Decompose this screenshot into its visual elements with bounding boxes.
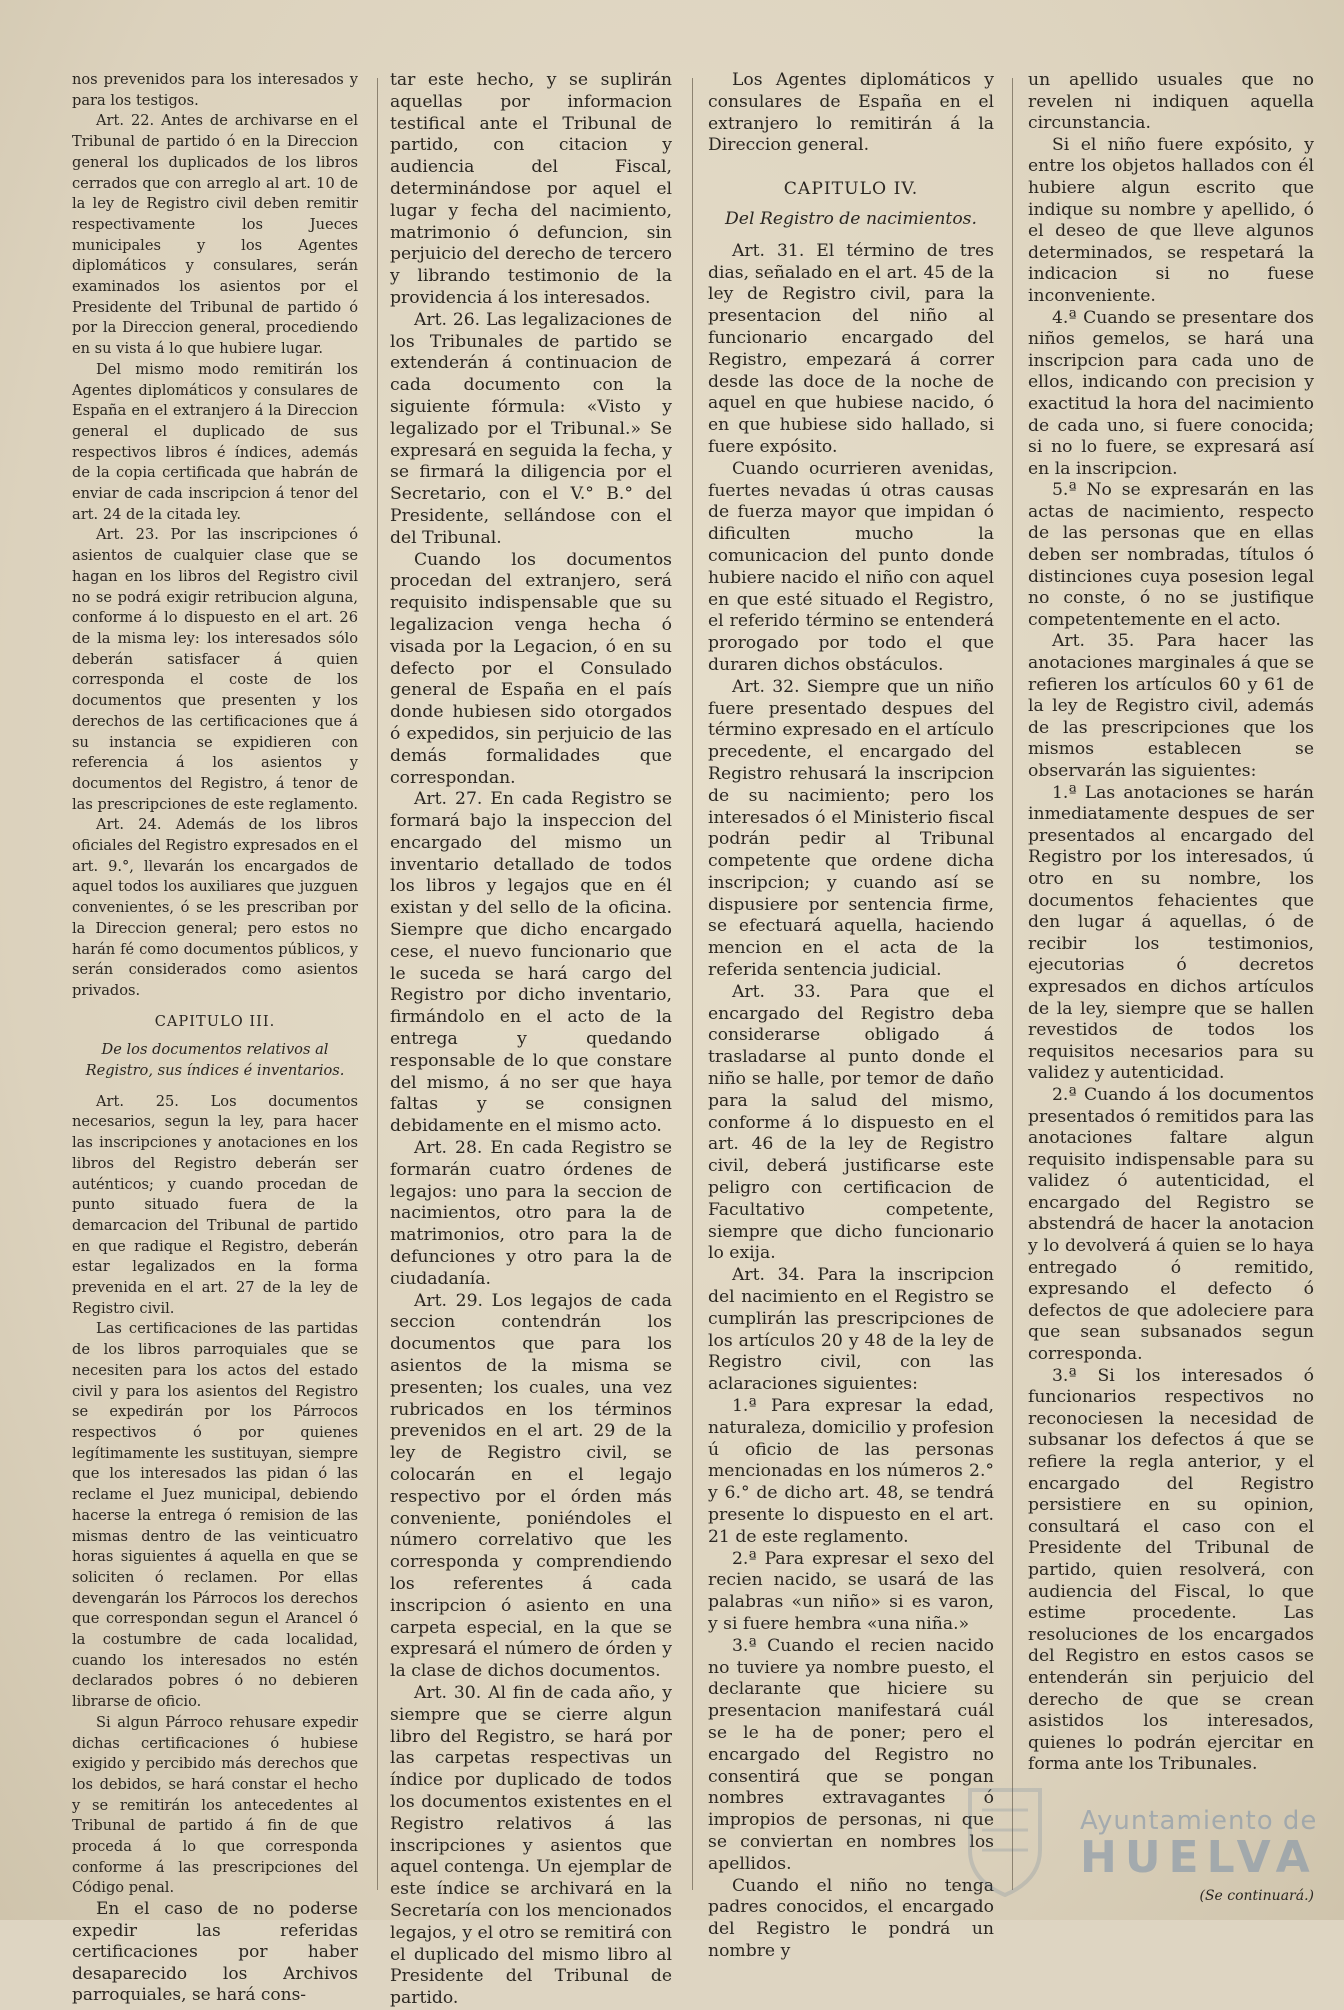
column-divider	[692, 78, 693, 1890]
text-column-1	[72, 70, 359, 2006]
rule-3: 3.ª Cuando el recien nacido no tuviere ya nombre puesto, el declarante que hiciere su presentacion manifestará cuál se le ha de poner; pero el encargado del Registro no consentirá que se pongan nombres extravagantes ó impropios de personas, ni que se conviertan en nombres los apellidos.	[708, 1635, 994, 1874]
chapter-subtitle: Del Registro de nacimientos.	[725, 208, 977, 229]
article-23: Art. 23. Por las inscripciones ó asientos de cualquier clase que se hagan en los libros del Registro civil no se podrá exigir retribucion alguna, conforme á lo dispuesto en el art. 26 de la misma ley: los interesados sólo deberán satisfacer á quien corresponda el coste de los documentos que presenten y los derechos de las certificaciones que á su instancia se expidieren con referencia á los asientos y documentos del Registro, á tenor de las prescripciones de este reglamento.	[72, 526, 359, 813]
rule-2: 2.ª Cuando á los documentos presentados ó remitidos para las anotaciones faltare algun requisito indispensable para su validez ó autenticidad, el encargado del Registro se abstendrá de hacer la anotacion y lo devolverá á quien se lo haya entregado ó remitido, expresando el defecto ó defectos de que adoleciere para que sean subsanados segun corresponda.	[1028, 1084, 1315, 1365]
article-29: Art. 29. Los legajos de cada seccion contendrán los documentos que para los asientos de la misma se presenten; los cuales, una vez rubricados en los términos prevenidos en el art. 29 de la ley de Registro civil, se colocarán en el legajo respectivo por el órden más conveniente, poniéndoles el número correlativo que les corresponda y comprendiendo los referentes á cada inscripcion ó asiento en una carpeta especial, en la que se expresará el número de órden y la clase de dichos documentos.	[390, 1290, 672, 1682]
paragraph: Cuando ocurrieren avenidas, fuertes nevadas ú otras causas de fuerza mayor que impidan ó dificulten mucho la comunicacion del punto donde hubiere nacido el niño con aquel en que esté situado el Registro, el referido término se entenderá prorogado por todo el que duraren dichos obstáculos.	[708, 458, 994, 675]
watermark-line-1: Ayuntamiento de	[1080, 1806, 1318, 1836]
article-26: Art. 26. Las legalizaciones de los Tribunales de partido se extenderán á continuacion de cada documento con la siguiente fórmula: «Visto y legalizado por el Tribunal.» Se expresará en seguida la fecha, y se firmará la diligencia por el Secretario, con el V.° B.° del Presidente, sellándose con el del Tribunal.	[390, 309, 672, 548]
article-35: Art. 35. Para hacer las anotaciones marginales á que se refieren los artículos 60 y 61 de la ley de Registro civil, además de las prescripciones que los mismos establecen se observarán las siguientes:	[1028, 631, 1314, 781]
paragraph: Si el niño fuere expósito, y entre los objetos hallados con él hubiere algun escrito que indique su nombre y apellido, ó el deseo de que lleve algunos determinados, se respetará la indicacion si no fuese inconveniente.	[1028, 134, 1314, 306]
article-33: Art. 33. Para que el encargado del Registro deba considerarse obligado á trasladarse al punto donde el niño se halle, por temor de daño para la salud del mismo, conforme á lo dispuesto en el art. 46 de la ley de Registro civil, deberá justificarse este peligro con certificacion de Facultativo competente, siempre que dicho funcionario lo exija.	[708, 981, 994, 1264]
article-32: Art. 32. Siempre que un niño fuere presentado despues del término expresado en el artículo precedente, el encargado del Registro rehusará la inscripcion de su nacimiento; pero los interesados ó el Ministerio fiscal podrán pedir al Tribunal competente que ordene dicha inscripcion; y cuando así se dispusiere por sentencia firme, se efectuará aquella, haciendo mencion en el acta de la referida sentencia judicial.	[708, 676, 994, 981]
paragraph: tar este hecho, y se suplirán aquellas por informacion testifical ante el Tribunal de partido, con citacion y audiencia del Fiscal, determinándose por aquel el lugar y fecha del nacimiento, matrimonio ó defuncion, sin perjuicio del derecho de tercero y librando testimonio de la providencia á los interesados.	[390, 70, 672, 308]
column-divider	[377, 78, 378, 1890]
continued-note: (Se continuará.)	[1199, 1887, 1314, 1904]
text-column-2	[390, 70, 672, 2009]
paragraph: Cuando los documentos procedan del extranjero, será requisito indispensable que su legalizacion venga hecha ó visada por la Legacion, ó en su defecto por el Consulado general de España en el país donde hubiesen sido otorgados ó expedidos, sin perjuicio de las demás formalidades que correspondan.	[390, 549, 672, 788]
article-31: Art. 31. El término de tres dias, señalado en el art. 45 de la ley de Registro civil, para la presentacion del niño al funcionario encargado del Registro, empezará á correr desde las doce de la noche de aquel en que hubiese nacido, ó en que hubiese sido hallado, si fuere expósito.	[708, 240, 994, 457]
paragraph: Los Agentes diplomáticos y consulares de España en el extranjero lo remitirán á la Direccion general.	[708, 70, 994, 156]
article-34: Art. 34. Para la inscripcion del nacimiento en el Registro se cumplirán las prescripciones de los artículos 20 y 48 de la ley de Registro civil, con las aclaraciones siguientes:	[708, 1265, 994, 1395]
watermark-line-2: HUELVA	[1080, 1832, 1318, 1884]
rule-1: 1.ª Las anotaciones se harán inmediatamente despues de ser presentados al encargado del Registro por los interesados, ú otro en su nombre, los documentos fehacientes que den lugar á aquellas, ó de recibir los testimonios, ejecutorias ó decretos expresados en dichos artículos de la ley, siempre que se hallen revestidos de todos los requisitos necesarios para su validez y autenticidad.	[1028, 782, 1314, 1084]
article-30: Art. 30. Al fin de cada año, y siempre que se cierre algun libro del Registro, se hará por las carpetas respectivas un índice por duplicado de todos los documentos existentes en el Registro relativos á las inscripciones y asientos que aquel contenga. Un ejemplar de este índice se archivará en la Secretaría con los mencionados legajos, y el otro se remitirá con el duplicado del mismo libro al Presidente del Tribunal de partido.	[390, 1682, 672, 2009]
rule-5: 5.ª No se expresarán en las actas de nacimiento, respecto de las personas que en ellas deben ser nombradas, títulos ó distinciones cuya posesion legal no conste, ó no se justifique competentemente en el acto.	[1028, 480, 1314, 630]
article-28: Art. 28. En cada Registro se formarán cuatro órdenes de legajos: uno para la seccion de nacimientos, otro para la de matrimonios, otro para la de defunciones y otro para la de ciudadanía.	[390, 1138, 672, 1289]
column-divider	[1012, 78, 1013, 1890]
paragraph: Cuando el niño no tenga padres conocidos, el encargado del Registro le pondrá un nombre y	[708, 1875, 994, 1961]
paragraph: En el caso de no poderse expedir las referidas certificaciones por haber desaparecido los Archivos parroquiales, se hará cons-	[72, 1899, 358, 2006]
article-27: Art. 27. En cada Registro se formará bajo la inspeccion del encargado del mismo un inventario detallado de todos los libros y legajos que en él existan y del sello de la oficina. Siempre que dicho encargado cese, el nuevo funcionario que le suceda se hará cargo del Registro por dicho inventario, firmándolo en el acto de la entrega y quedando responsable de lo que constare del mismo, á no ser que haya faltas y se consignen debidamente en el mismo acto.	[390, 789, 672, 1137]
rule-2: 2.ª Para expresar el sexo del recien nacido, se usará de las palabras «un niño» si es varon, y si fuere hembra «una niña.»	[708, 1548, 994, 1634]
paragraph: nos prevenidos para los interesados y para los testigos.	[72, 71, 358, 109]
chapter-subtitle: De los documentos relativos al Registro, sus índices é inventarios.	[85, 1041, 345, 1080]
text-column-4	[1028, 70, 1315, 1904]
rule-1: 1.ª Para expresar la edad, naturaleza, domicilio y profesion ú oficio de las personas mencionadas en los números 2.° y 6.° de dicho art. 48, se tendrá presente lo dispuesto en el art. 21 de este reglamento.	[708, 1396, 994, 1547]
chapter-heading: CAPITULO IV.	[783, 179, 919, 200]
article-24: Art. 24. Además de los libros oficiales del Registro expresados en el art. 9.°, llevarán los encargados de aquel todos los auxiliares que juzguen convenientes, ó se les prescriban por la Direccion general; pero estos no harán fé como documentos públicos, y serán considerados como asientos privados.	[72, 816, 358, 999]
rule-3: 3.ª Si los interesados ó funcionarios respectivos no reconociesen la necesidad de subsanar los defectos á que se refiere la regla anterior, y el encargado del Registro persistiere en su opinion, consultará el caso con el Presidente del Tribunal de partido, quien resolverá, con audiencia del Fiscal, lo que estime procedente. Las resoluciones de los encargados del Registro en estos casos se entenderán sin perjuicio del derecho de que se crean asistidos los interesados, quienes lo podrán ejercitar en forma ante los Tribunales.	[1028, 1365, 1314, 1775]
rule-4: 4.ª Cuando se presentare dos niños gemelos, se hará una inscripcion para cada uno de ellos, indicando con precision y exactitud la hora del nacimiento de cada uno, si fuere conocida; si no lo fuere, se expresará así en la inscripcion.	[1028, 307, 1314, 479]
article-22: Art. 22. Antes de archivarse en el Tribunal de partido ó en la Direccion general los duplicados de los libros cerrados que con arreglo al art. 10 de la ley de Registro civil deben remitir respectivamente los Jueces municipales y los Agentes diplomáticos y consulares, serán examinados los asientos por el Presidente del Tribunal de partido ó por la Direccion general, procediendo en su vista á lo que hubiere lugar.	[72, 112, 358, 358]
paragraph: un apellido usuales que no revelen ni indiquen aquella circunstancia.	[1028, 70, 1314, 134]
paragraph: Del mismo modo remitirán los Agentes diplomáticos y consulares de España en el extranjero á la Direccion general el duplicado de sus respectivos libros é índices, además de la copia certificada que habrán de enviar de cada inscripcion á tenor del art. 24 de la citada ley.	[72, 360, 358, 523]
paragraph: Si algun Párroco rehusare expedir dichas certificaciones ó hubiese exigido y percibido más derechos que los debidos, se hará constar el hecho y se remitirán los antecedentes al Tribunal de partido á fin de que proceda á lo que corresponda conforme á las prescripciones del Código penal.	[72, 1713, 358, 1897]
archive-watermark	[1080, 1806, 1318, 1884]
text-column-3	[708, 70, 994, 1961]
article-25: Art. 25. Los documentos necesarios, segun la ley, para hacer las inscripciones y anotaciones en los libros del Registro deberán ser auténticos; y cuando procedan de punto situado fuera de la demarcacion del Tribunal de partido en que radique el Registro, deberán estar legalizados en la forma prevenida en el art. 27 de la ley de Registro civil.	[72, 1092, 358, 1317]
paragraph: Las certificaciones de las partidas de los libros parroquiales que se necesiten para los actos del estado civil y para los asientos del Registro se expedirán por los Párrocos respectivos ó por quienes legítimamente les sustituyan, siempre que los interesados las pidan ó las reclame el Juez municipal, debiendo hacerse la entrega ó remision de las mismas dentro de las veinticuatro horas siguientes á aquella en que se soliciten ó reclamen. Por ellas devengarán los Párrocos los derechos que correspondan segun el Arancel ó la costumbre de cada localidad, cuando los interesados no estén declarados pobres ó no debieren librarse de oficio.	[72, 1320, 358, 1711]
chapter-heading: CAPITULO III.	[154, 1012, 276, 1030]
